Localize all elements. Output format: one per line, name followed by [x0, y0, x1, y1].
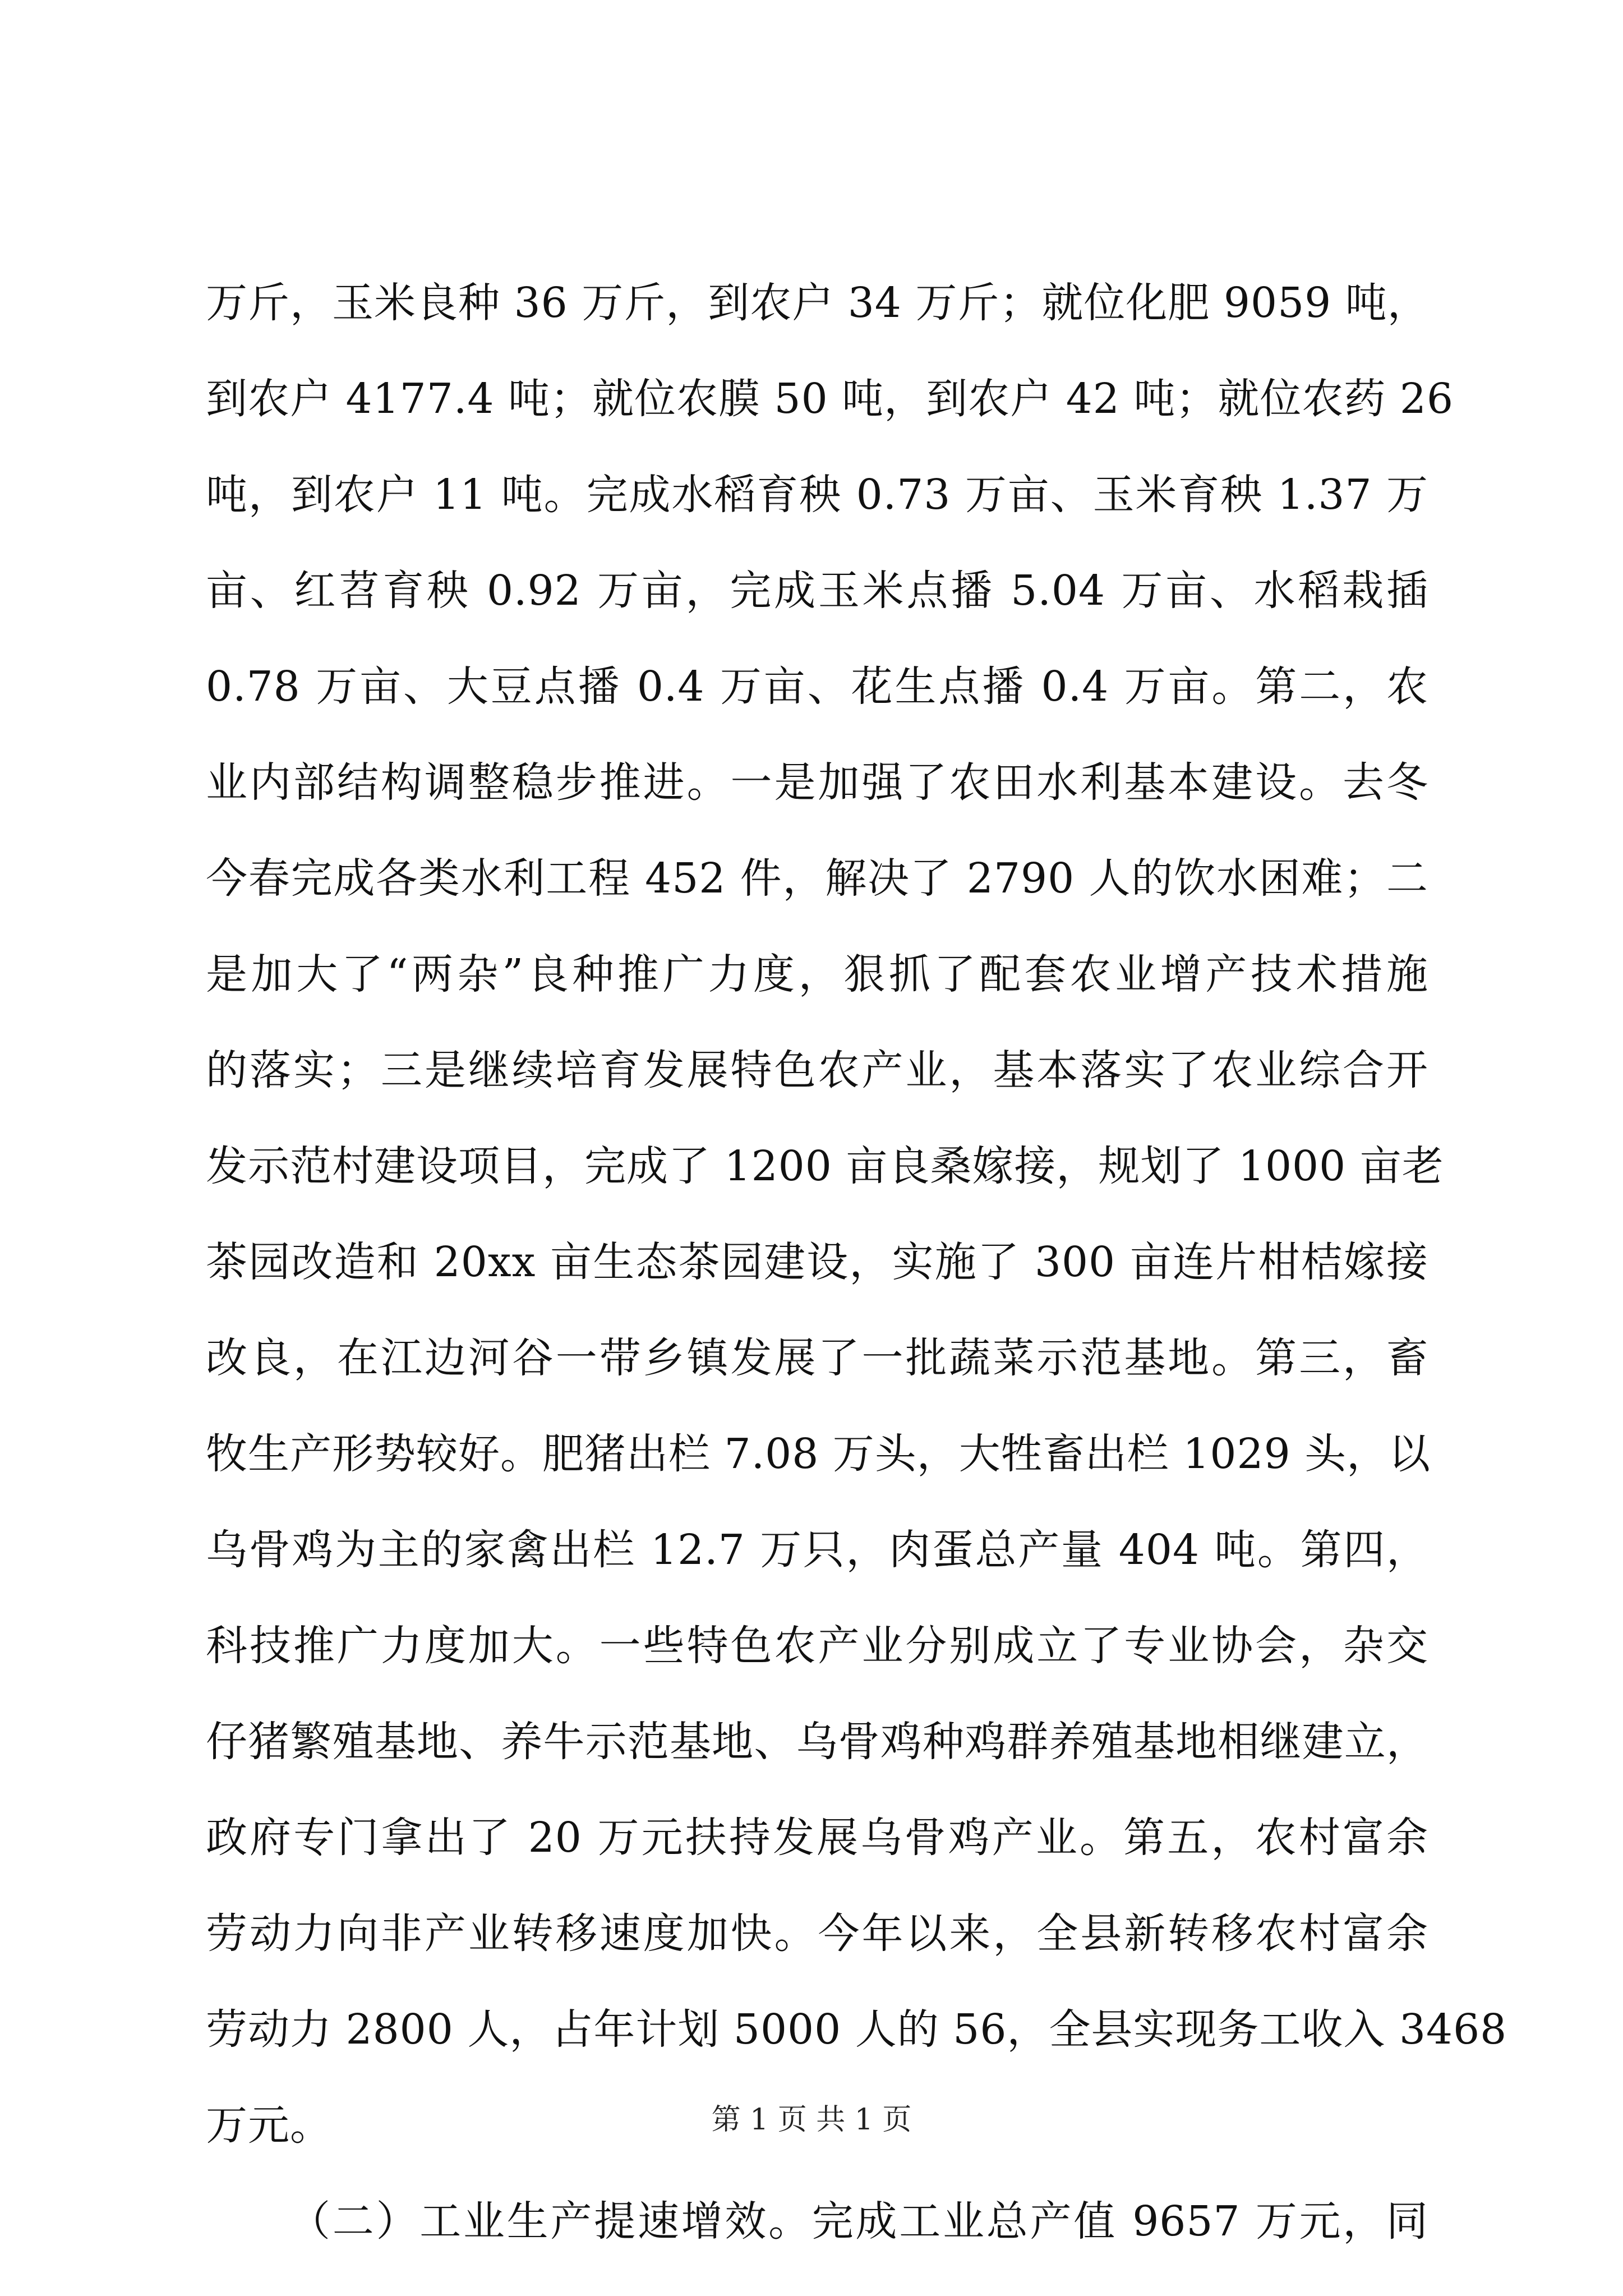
text-line: 劳动力向非产业转移速度加快。今年以来，全县新转移农村富余 [206, 1910, 1428, 1958]
text-line: 政府专门拿出了 20 万元扶持发展乌骨鸡产业。第五，农村富余 [206, 1814, 1428, 1862]
text-line: 改良，在江边河谷一带乡镇发展了一批蔬菜示范基地。第三，畜 [206, 1334, 1428, 1382]
body-text [206, 255, 1507, 2270]
text-line: 茶园改造和 20xx 亩生态茶园建设，实施了 300 亩连片柑桔嫁接 [206, 1238, 1428, 1286]
text-line: 发示范村建设项目，完成了 1200 亩良桑嫁接，规划了 1000 亩老 [206, 1142, 1444, 1190]
paragraph-end-line: 万元。 [206, 2101, 332, 2150]
text-line: 科技推广力度加大。一些特色农产业分别成立了专业协会，杂交 [206, 1622, 1428, 1670]
section-heading-line: （二）工业生产提速增效。完成工业总产值 9657 万元，同 [289, 2197, 1428, 2246]
text-line: 牧生产形势较好。肥猪出栏 7.08 万头，大牲畜出栏 1029 头，以 [206, 1430, 1431, 1478]
text-line: 万斤，玉米良种 36 万斤，到农户 34 万斤；就位化肥 9059 吨， [206, 279, 1430, 327]
text-line: 今春完成各类水利工程 452 件，解决了 2790 人的饮水困难；二 [206, 854, 1428, 903]
text-line: 亩、红苕育秧 0.92 万亩，完成玉米点播 5.04 万亩、水稻栽插 [206, 567, 1428, 615]
text-line: 劳动力 2800 人，占年计划 5000 人的 56，全县实现务工收入 3468 [206, 2005, 1507, 2054]
text-line: 乌骨鸡为主的家禽出栏 12.7 万只，肉蛋总产量 404 吨。第四， [206, 1526, 1428, 1574]
page-footer: 第 1 页 共 1 页 [711, 2103, 912, 2137]
text-line: 0.78 万亩、大豆点播 0.4 万亩、花生点播 0.4 万亩。第二，农 [206, 662, 1428, 711]
text-line: 仔猪繁殖基地、养牛示范基地、乌骨鸡种鸡群养殖基地相继建立， [206, 1718, 1428, 1766]
text-line: 到农户 4177.4 吨；就位农膜 50 吨，到农户 42 吨；就位农药 26 [206, 375, 1454, 423]
text-line: 吨，到农户 11 吨。完成水稻育秧 0.73 万亩、玉米育秧 1.37 万 [206, 471, 1428, 519]
text-line: 业内部结构调整稳步推进。一是加强了农田水利基本建设。去冬 [206, 758, 1428, 807]
text-line: 是加大了“两杂”良种推广力度，狠抓了配套农业增产技术措施 [206, 950, 1428, 999]
text-line: 的落实；三是继续培育发展特色农产业，基本落实了农业综合开 [206, 1046, 1428, 1094]
